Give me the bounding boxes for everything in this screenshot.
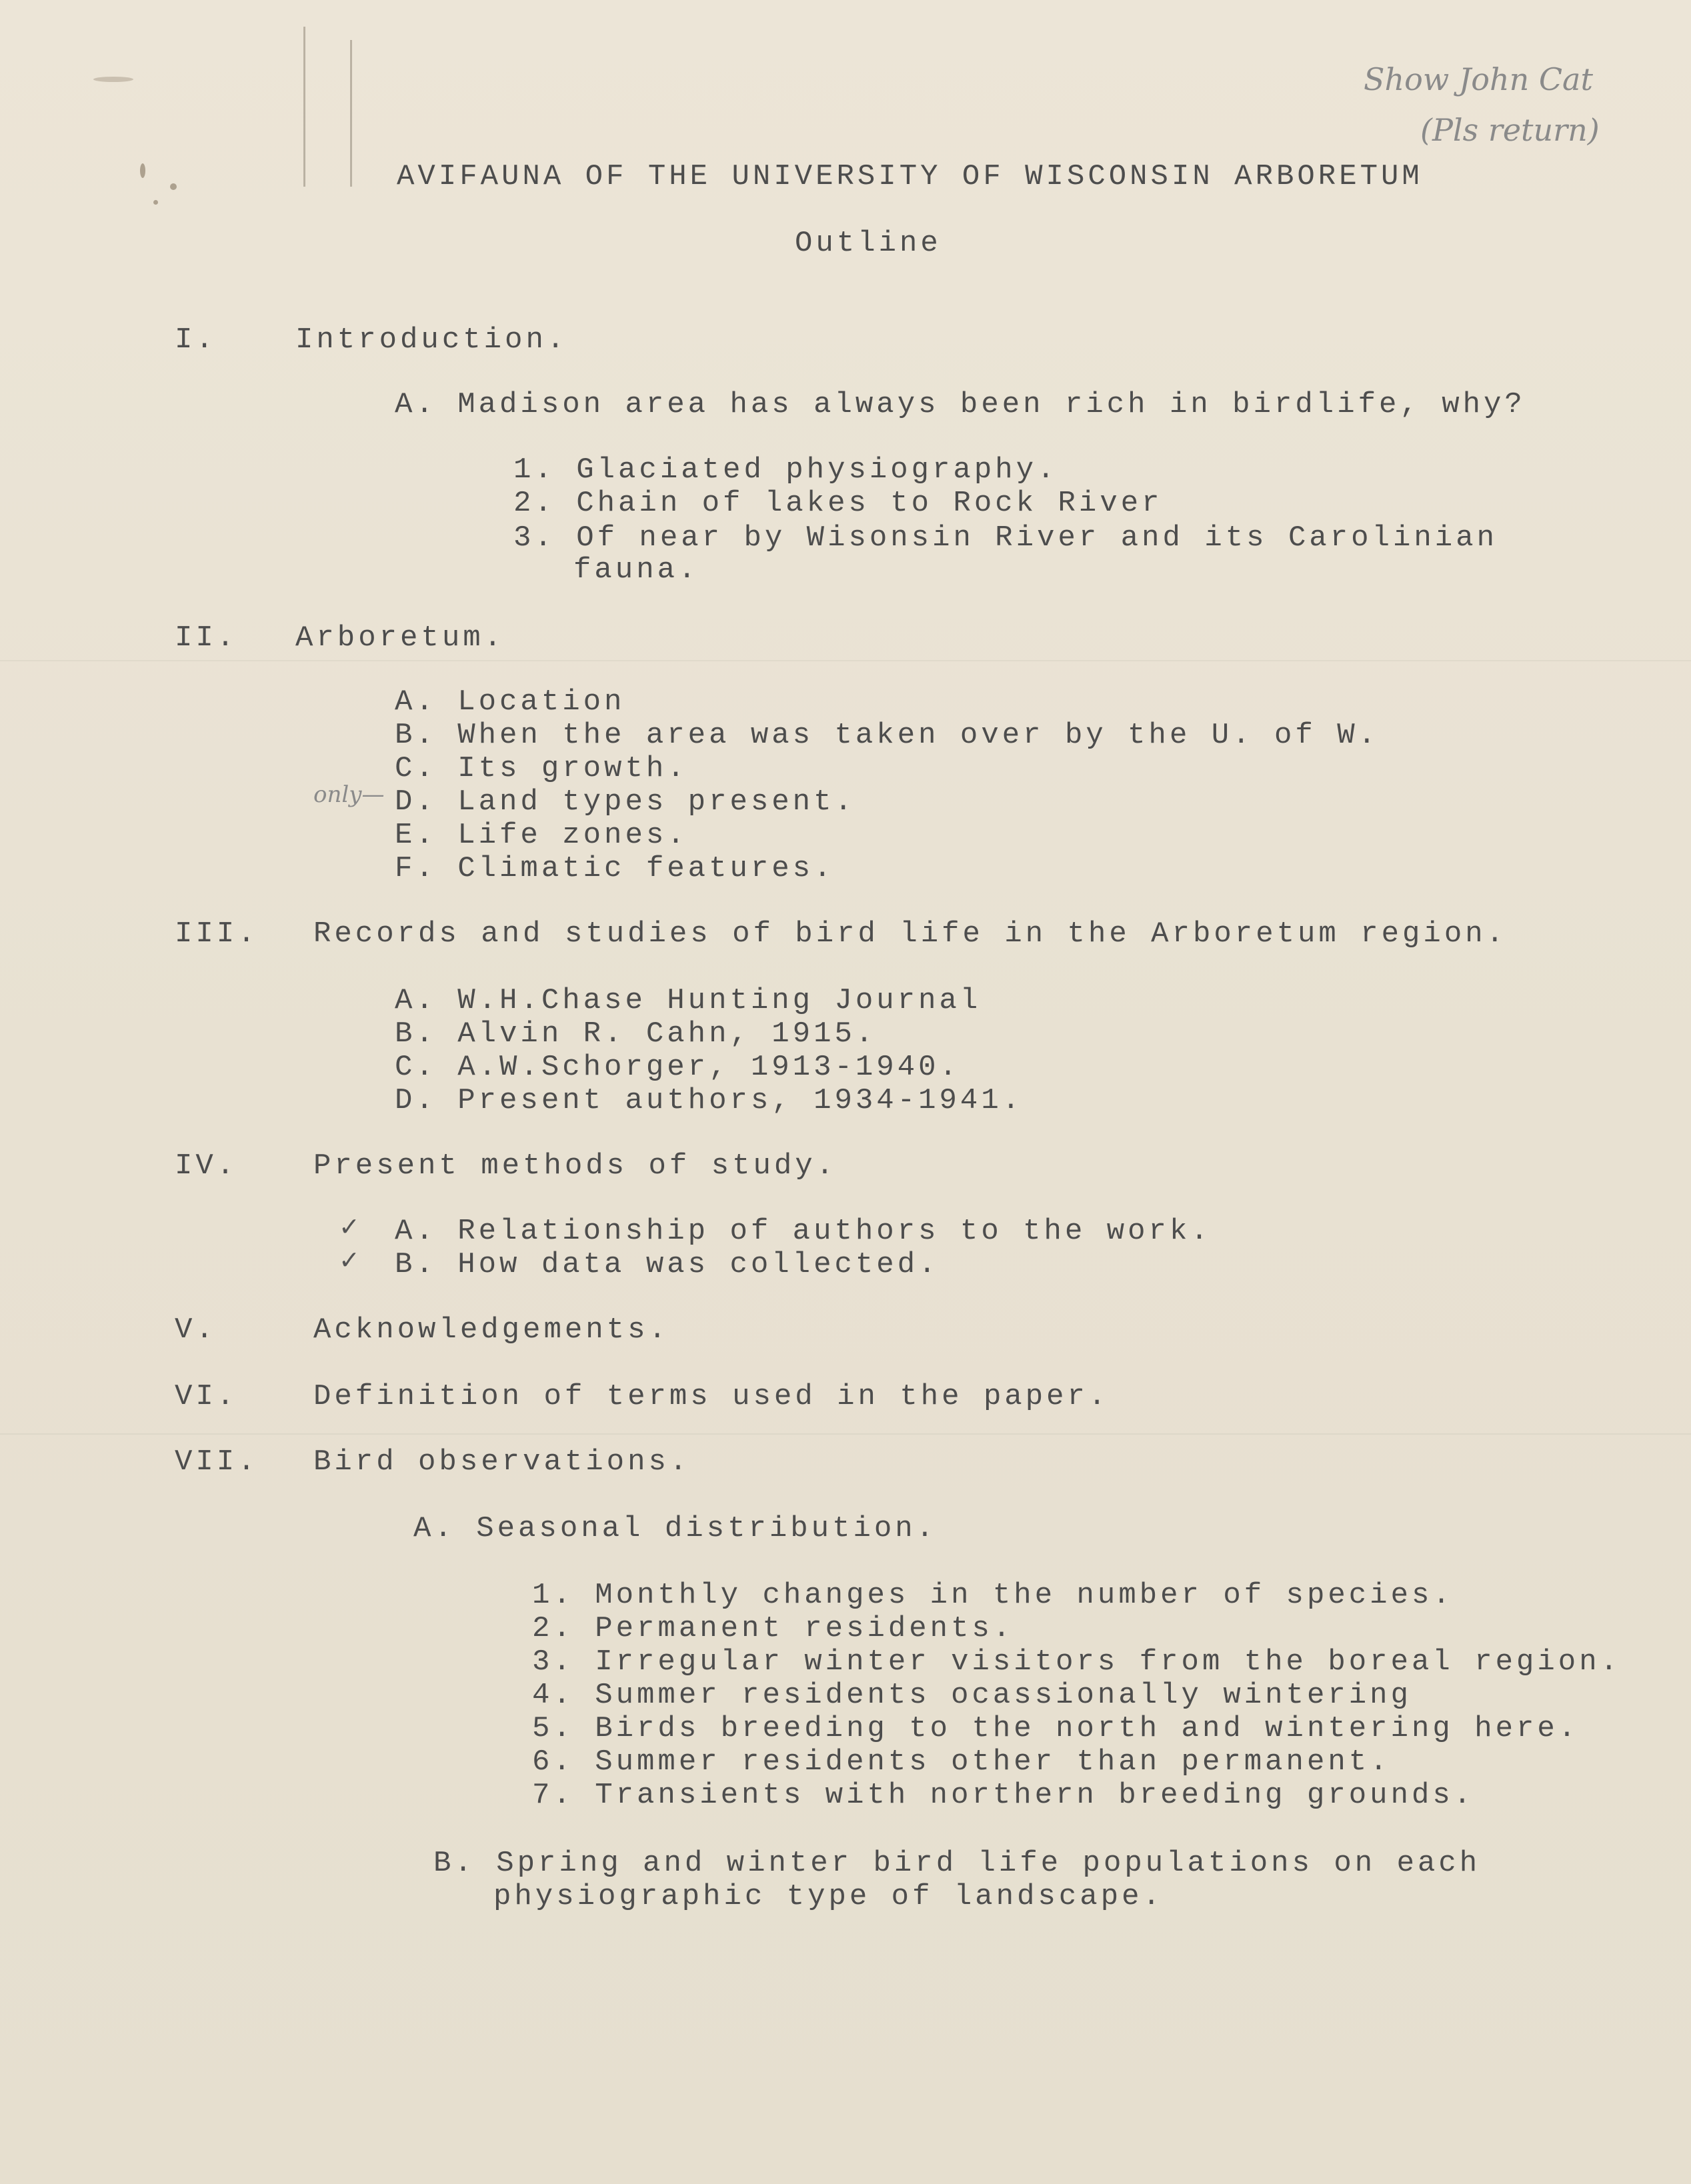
section-number: I.	[175, 323, 217, 357]
outline-subitem: 3. Of near by Wisonsin River and its Carolinian	[513, 521, 1498, 555]
section-number: IV.	[175, 1149, 238, 1183]
outline-item: D. Present authors, 1934-1941.	[395, 1084, 1024, 1117]
section-heading: Records and studies of bird life in the Arboretum region.	[313, 917, 1508, 951]
outline-subitem: 7. Transients with northern breeding grounds.	[532, 1779, 1475, 1812]
margin-note: only—	[313, 781, 385, 808]
section-heading: Present methods of study.	[313, 1149, 837, 1183]
page-title: AVIFAUNA OF THE UNIVERSITY OF WISCONSIN ARBORETUM	[397, 160, 1423, 193]
rust-spot	[140, 163, 145, 178]
outline-subitem: 5. Birds breeding to the north and wintering here.	[532, 1712, 1580, 1745]
rust-spot	[170, 183, 177, 190]
handwritten-note: Show John Cat	[1364, 61, 1593, 97]
section-heading: Definition of terms used in the paper.	[313, 1380, 1110, 1413]
checkmark-icon: ✓	[339, 1212, 360, 1241]
outline-subitem: fauna.	[573, 553, 699, 587]
outline-subitem: 4. Summer residents ocassionally wintering	[532, 1679, 1412, 1712]
checkmark-icon: ✓	[339, 1245, 360, 1275]
outline-subitem: 1. Monthly changes in the number of species.	[532, 1579, 1454, 1612]
outline-item: C. Its growth.	[395, 752, 688, 785]
section-heading: Bird observations.	[313, 1445, 691, 1479]
section-number: III.	[175, 917, 259, 951]
outline-subitem: 1. Glaciated physiography.	[513, 453, 1058, 487]
outline-subitem: 6. Summer residents other than permanent.	[532, 1745, 1391, 1779]
section-heading: Arboretum.	[295, 621, 505, 655]
outline-item: B. How data was collected.	[395, 1248, 940, 1281]
outline-item: D. Land types present.	[395, 785, 856, 819]
outline-item: B. When the area was taken over by the U. of W.	[395, 719, 1380, 752]
outline-item: F. Climatic features.	[395, 852, 835, 885]
fold-line	[0, 1433, 1691, 1435]
outline-subitem: 2. Chain of lakes to Rock River	[513, 487, 1163, 520]
outline-item: A. Madison area has always been rich in birdlife, why?	[395, 388, 1526, 421]
outline-item: A. Location	[395, 685, 625, 719]
outline-subitem: 3. Irregular winter visitors from the boreal region.	[532, 1645, 1622, 1679]
section-number: V.	[175, 1313, 217, 1347]
section-heading: Acknowledgements.	[313, 1313, 669, 1347]
outline-item: A. W.H.Chase Hunting Journal	[395, 984, 982, 1017]
outline-item: E. Life zones.	[395, 819, 688, 852]
outline-item: B. Alvin R. Cahn, 1915.	[395, 1017, 877, 1051]
outline-item: C. A.W.Schorger, 1913-1940.	[395, 1051, 960, 1084]
outline-subitem: 2. Permanent residents.	[532, 1612, 1014, 1645]
section-number: VII.	[175, 1445, 259, 1479]
outline-item: physiographic type of landscape.	[493, 1880, 1164, 1913]
page-subtitle: Outline	[795, 227, 942, 260]
outline-item: A. Seasonal distribution.	[413, 1512, 938, 1545]
section-heading: Introduction.	[295, 323, 568, 357]
staple-mark	[303, 27, 305, 187]
section-number: II.	[175, 621, 238, 655]
section-number: VI.	[175, 1380, 238, 1413]
staple-mark	[350, 40, 352, 187]
fold-line	[0, 660, 1691, 661]
handwritten-note: (Pls return)	[1420, 112, 1600, 148]
outline-item: B. Spring and winter bird life populations on each	[433, 1847, 1481, 1880]
rust-spot	[153, 200, 158, 205]
outline-item: A. Relationship of authors to the work.	[395, 1215, 1212, 1248]
smudge	[93, 77, 133, 82]
